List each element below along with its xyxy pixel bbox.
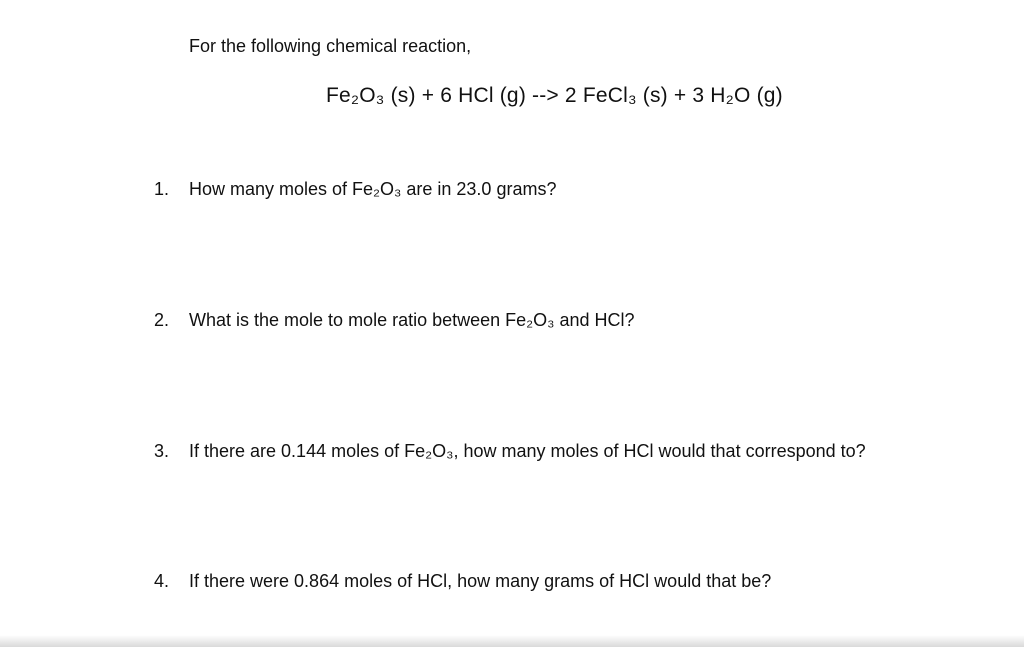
question-text: If there are 0.144 moles of Fe₂O₃, how many moles of HCl would that correspond to? [189,441,866,461]
question-text: If there were 0.864 moles of HCl, how many grams of HCl would that be? [189,571,772,591]
chemical-equation: Fe₂O₃ (s) + 6 HCl (g) --> 2 FeCl₃ (s) + 3 H₂O (g) [326,84,783,107]
page-bottom-shadow [0,635,1024,647]
question-text: What is the mole to mole ratio between Fe₂O₃ and HCl? [189,310,635,330]
question-number: 2. [154,310,170,330]
question-item [0,569,1024,597]
question-item [0,439,1024,467]
intro-text: For the following chemical reaction, [189,36,472,56]
question-number: 1. [154,179,170,199]
question-item [0,177,1024,205]
question-number: 3. [154,441,170,461]
question-item [0,308,1024,336]
question-number: 4. [154,571,170,591]
question-text: How many moles of Fe₂O₃ are in 23.0 grams? [189,179,557,199]
